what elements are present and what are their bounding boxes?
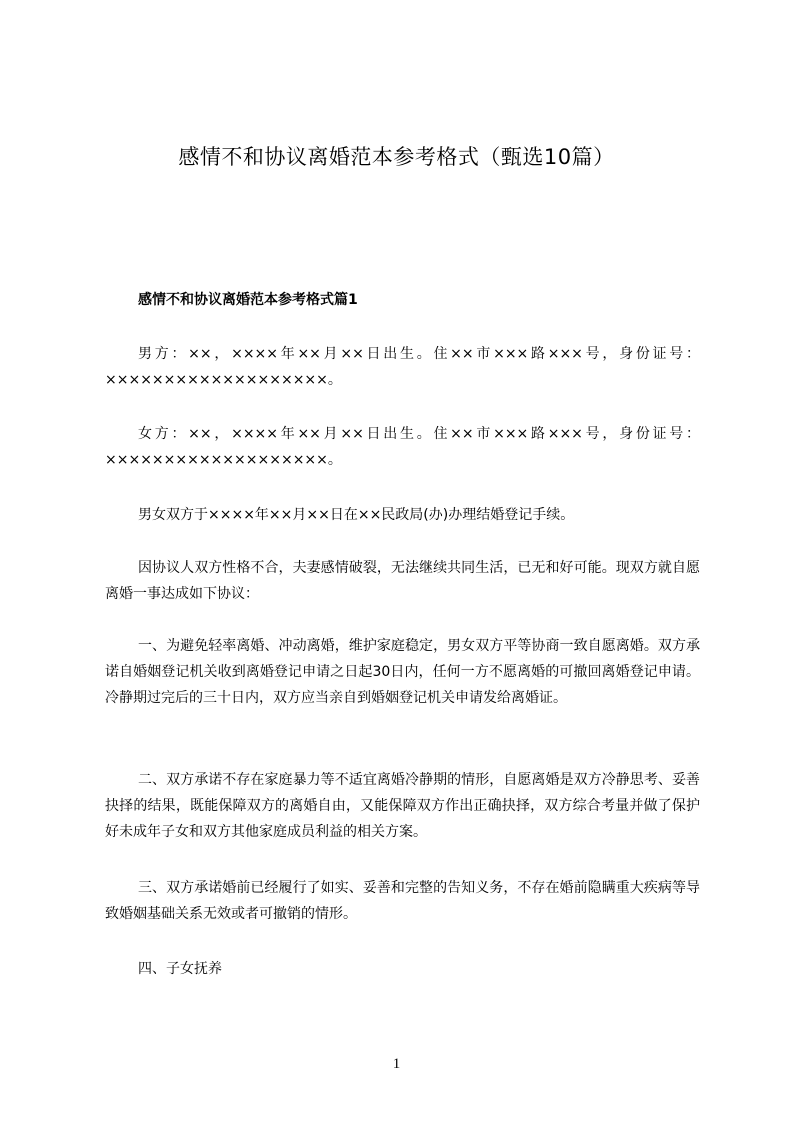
paragraph-clause-2: 二、双方承诺不存在家庭暴力等不适宜离婚冷静期的情形，自愿离婚是双方冷静思考、妥善抉择的结果，既能保障双方的离婚自由，又能保障双方作出正确抉择，双方综合考量并做了保护好未成年子女和双方其他家庭成员利益的相关方案。 [105, 772, 700, 840]
paragraph-wife-info: 女方：××，××××年××月××日出生。住××市×××路×××号，身份证号：×××××××××××××××××××。 [105, 426, 700, 468]
paragraph-reason: 因协议人双方性格不合，夫妻感情破裂，无法继续共同生活，已无和好可能。现双方就自愿离婚一事达成如下协议： [105, 560, 700, 602]
page-number: 1 [392, 1056, 401, 1072]
paragraph-husband-info: 男方：××，××××年××月××日出生。住××市×××路×××号，身份证号：×××××××××××××××××××。 [105, 346, 700, 388]
document-title: 感情不和协议离婚范本参考格式（甄选10篇） [178, 145, 615, 169]
section-heading: 感情不和协议离婚范本参考格式篇1 [138, 292, 358, 308]
paragraph-marriage-registration: 男女双方于××××年××月××日在××民政局(办)办理结婚登记手续。 [138, 507, 575, 523]
paragraph-clause-3: 三、双方承诺婚前已经履行了如实、妥善和完整的告知义务，不存在婚前隐瞒重大疾病等导致婚姻基础关系无效或者可撤销的情形。 [105, 880, 700, 922]
paragraph-clause-1: 一、为避免轻率离婚、冲动离婚，维护家庭稳定，男女双方平等协商一致自愿离婚。双方承诺自婚姻登记机关收到离婚登记申请之日起30日内，任何一方不愿离婚的可撤回离婚登记申请。冷静期过完后的三十日内，双方应当亲自到婚姻登记机关申请发给离婚证。 [105, 638, 700, 706]
paragraph-clause-4-heading: 四、子女抚养 [138, 961, 222, 977]
